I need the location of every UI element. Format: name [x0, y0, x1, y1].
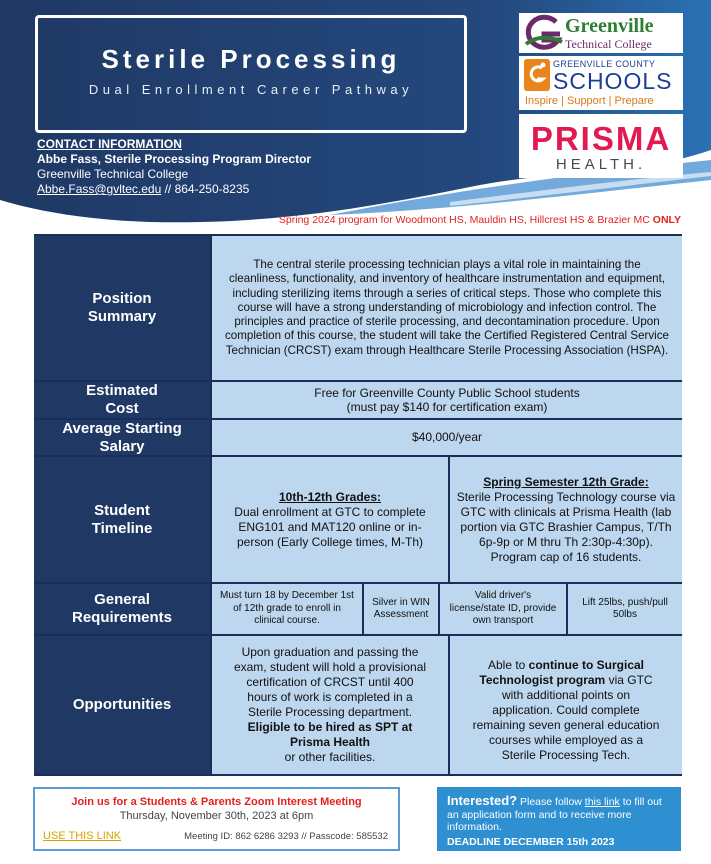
prisma-logo — [519, 114, 683, 178]
contact-line — [37, 182, 311, 197]
timeline-split — [212, 457, 682, 582]
label-general-requirements: General Requirements — [34, 584, 212, 634]
zoom-title: Join us for a Students & Parents Zoom Interest Meeting — [71, 796, 362, 808]
gcs-big: SCHOOLS — [553, 68, 673, 94]
requirements-split — [212, 584, 682, 634]
gcs-top: GREENVILLE COUNTY — [553, 59, 656, 69]
interested-heading: Interested? — [447, 793, 518, 808]
prisma-health: HEALTH. — [555, 156, 647, 173]
opportunities-right-bold: continue to Surgical Technologist program — [479, 658, 645, 687]
opportunities-left-bold: Eligible to be hired as SPT at Prisma Health — [247, 720, 413, 749]
title-box — [35, 15, 467, 133]
contact-heading: CONTACT INFORMATION — [37, 137, 182, 151]
cost-line-1: Free for Greenville County Public School students — [314, 385, 580, 400]
label-student-timeline: Student Timeline — [34, 457, 212, 582]
gtc-logo — [519, 13, 683, 53]
interested-callout — [437, 787, 681, 851]
timeline-right-text: Sterile Processing Technology course via GTC with clinicals at Prisma Health (lab portion via GTC Brashier Campus, T/Th 6p-9p or M thru Th 2:30p-4:30p). Program cap of 16 students. — [456, 489, 676, 564]
timeline-left — [212, 457, 448, 582]
opportunities-right — [448, 636, 682, 774]
zoom-meeting-box — [33, 787, 400, 851]
opportunities-left-tail: or other facilities. — [284, 750, 376, 764]
zoom-time: Thursday, November 30th, 2023 at 6pm — [119, 810, 314, 822]
requirement-item: Lift 25lbs, push/pull 50lbs — [566, 584, 682, 634]
header-banner — [0, 0, 711, 228]
notice-text: Spring 2024 program for Woodmont HS, Mauldin HS, Hillcrest HS & Brazier MC — [278, 214, 653, 226]
opportunities-split — [212, 636, 682, 774]
contact-block — [37, 137, 311, 197]
gcs-logo — [519, 56, 683, 110]
starting-salary-value: $40,000/year — [212, 420, 682, 455]
estimated-cost-cell — [212, 382, 682, 418]
label-estimated-cost: Estimated Cost — [34, 382, 212, 418]
contact-name: Abbe Fass, Sterile Processing Program Director — [37, 152, 312, 166]
timeline-left-heading: 10th-12th Grades: — [278, 489, 382, 504]
cost-line-2: (must pay $140 for certification exam) — [346, 400, 548, 414]
gtc-sub: Technical College — [565, 37, 652, 51]
position-summary-text: The central sterile processing technician plays a vital role in maintaining the cleanliness, functionality, and inventory of healthcare instrumentation and equipment, including sterilizing items through a series of critical steps. Those who complete this course will have a strong understanding of microbiology and infection control. The principles and practice of sterile processing, and decontamination procedure. Upon completion of this course, the student will take the Certified Registered Central Service Technician (CRCST) exam through Healthcare Sterile Processing Association (HSPA). — [212, 236, 682, 380]
row-starting-salary — [34, 420, 682, 457]
opportunities-left — [212, 636, 448, 774]
gtc-swoosh-icon — [522, 14, 564, 52]
program-notice — [279, 214, 681, 226]
contact-org: Greenville Technical College — [37, 167, 189, 181]
application-form-link[interactable]: this link — [584, 796, 620, 808]
gcs-tagline: Inspire | Support | Prepare — [525, 95, 654, 107]
timeline-left-text: Dual enrollment at GTC to complete ENG101 and MAT120 online or in-person (Early College times, M-Th) — [234, 504, 426, 549]
row-student-timeline — [34, 457, 682, 584]
label-opportunities: Opportunities — [34, 636, 212, 774]
zoom-meeting-id: Meeting ID: 862 6286 3293 // Passcode: 585532 — [184, 831, 388, 842]
contact-email-link[interactable]: Abbe.Fass@gvltec.edu — [37, 182, 162, 196]
interested-text: to fill out an application form and to receive more information. — [447, 796, 662, 833]
requirement-item: Must turn 18 by December 1st of 12th grade to enroll in clinical course. — [212, 584, 362, 634]
label-position-summary: Position Summary — [34, 236, 212, 380]
page-subtitle: Dual Enrollment Career Pathway — [88, 82, 414, 97]
interested-pre: Please follow — [520, 796, 585, 808]
gtc-name: Greenville — [565, 15, 654, 37]
zoom-meeting-link[interactable]: USE THIS LINK — [43, 830, 122, 842]
row-position-summary — [34, 234, 682, 382]
row-opportunities — [34, 636, 682, 776]
opportunities-right-text: via GTC with additional points on application. Could complete remaining seven general education courses while employed as a Sterile Processing Tech. — [472, 673, 660, 762]
row-general-requirements — [34, 584, 682, 636]
prisma-name: PRISMA — [530, 120, 672, 157]
application-deadline: DEADLINE DECEMBER 15th 2023 — [447, 835, 615, 848]
requirement-item: Valid driver's license/state ID, provide own transport — [438, 584, 566, 634]
opportunities-left-text: Upon graduation and passing the exam, student will hold a provisional certification of CRCST until 400 hours of work is completed in a Sterile Processing department. — [233, 645, 427, 719]
requirement-item: Silver in WIN Assessment — [362, 584, 438, 634]
label-starting-salary: Average Starting Salary — [34, 420, 212, 455]
opportunities-right-pre: Able to — [487, 658, 529, 672]
timeline-right — [448, 457, 682, 582]
page-title: Sterile Processing — [101, 44, 401, 74]
row-estimated-cost — [34, 382, 682, 420]
timeline-right-heading: Spring Semester 12th Grade: — [483, 474, 649, 489]
contact-phone: // 864-250-8235 — [161, 182, 250, 196]
program-table — [34, 234, 682, 776]
gcs-mark-icon — [524, 59, 550, 91]
notice-emphasis: ONLY — [652, 214, 681, 226]
